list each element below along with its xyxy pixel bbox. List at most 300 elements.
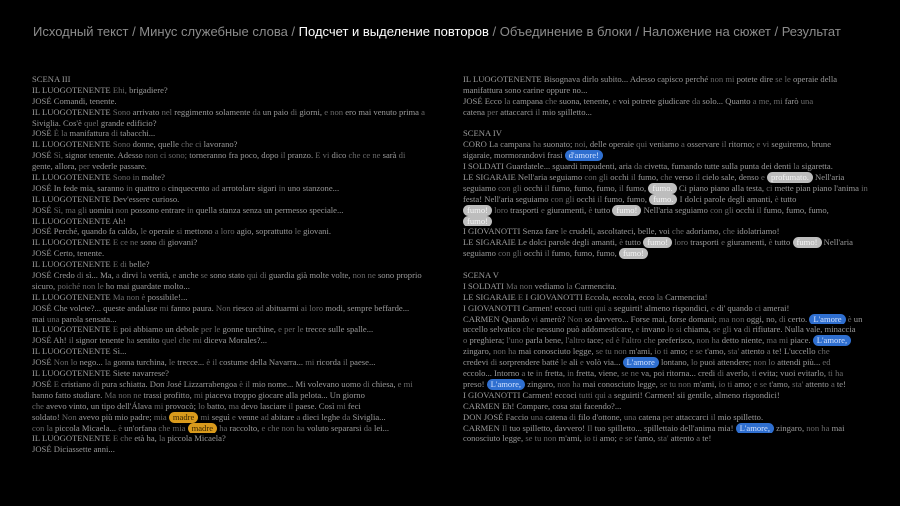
word: occhi bbox=[523, 182, 543, 193]
word: e bbox=[324, 106, 329, 117]
word: vi bbox=[762, 139, 770, 150]
word: Ci bbox=[678, 182, 687, 193]
word: e bbox=[760, 172, 765, 183]
breadcrumb-step[interactable]: Исходный текст bbox=[33, 24, 129, 39]
blank-line bbox=[463, 118, 873, 129]
word: se bbox=[595, 346, 603, 357]
word: quando bbox=[81, 226, 107, 237]
word: la bbox=[104, 357, 112, 368]
word: rispondici, bbox=[672, 302, 709, 313]
word: ho bbox=[105, 280, 115, 291]
word: le bbox=[294, 226, 301, 237]
word: vi bbox=[531, 313, 538, 324]
word: con bbox=[550, 193, 564, 204]
word: non bbox=[753, 357, 767, 368]
word: padre; bbox=[130, 411, 152, 422]
word: Ah! bbox=[112, 215, 126, 226]
word: perché bbox=[685, 74, 709, 84]
word: mette bbox=[774, 182, 794, 193]
word: mai bbox=[116, 280, 130, 291]
word: per bbox=[284, 324, 296, 335]
word: mi bbox=[403, 378, 413, 389]
word: legge, bbox=[502, 433, 524, 444]
text-line bbox=[32, 128, 442, 139]
word: averlo, bbox=[726, 368, 750, 379]
word: quelle bbox=[157, 139, 179, 150]
word: e bbox=[689, 346, 694, 357]
word: non bbox=[118, 389, 132, 400]
word: potete bbox=[736, 74, 758, 84]
word: allora, bbox=[54, 161, 77, 172]
word: Siviglia... bbox=[352, 411, 386, 422]
word: Carmen! bbox=[522, 302, 553, 313]
word: della bbox=[820, 74, 838, 84]
word: no... bbox=[572, 84, 588, 95]
word: stanzone... bbox=[302, 182, 340, 193]
word: I bbox=[463, 161, 466, 172]
word: Siete bbox=[112, 368, 131, 379]
word: mi bbox=[305, 357, 315, 368]
word: tenente. bbox=[77, 248, 105, 259]
word: amanti, bbox=[591, 237, 618, 248]
word: il bbox=[756, 204, 762, 215]
word: sta' bbox=[792, 378, 804, 389]
word: Non bbox=[61, 411, 77, 422]
word: la bbox=[46, 422, 53, 433]
word: che bbox=[120, 433, 133, 444]
breadcrumb-step[interactable]: Подсчет и выделение повторов bbox=[298, 24, 489, 39]
word: GIOVANOTTI bbox=[530, 291, 583, 302]
word: dire bbox=[759, 74, 774, 84]
word: trasporti bbox=[690, 237, 719, 248]
word: voluto bbox=[306, 422, 329, 433]
word: JOSÉ bbox=[32, 270, 52, 281]
word: non bbox=[731, 313, 745, 324]
word: amo; bbox=[670, 346, 688, 357]
word: il bbox=[631, 172, 636, 183]
word: di bbox=[398, 150, 406, 161]
word: trassi bbox=[143, 389, 162, 400]
word: edificio? bbox=[126, 117, 157, 128]
word: veniamo bbox=[649, 139, 679, 150]
word: che bbox=[722, 226, 735, 237]
word: gli bbox=[77, 204, 87, 215]
word: feci bbox=[347, 400, 361, 411]
word: sicuro, bbox=[32, 280, 56, 291]
word: mormorandovi bbox=[494, 150, 546, 161]
word: fumo, bbox=[551, 182, 572, 193]
word: belle, bbox=[637, 226, 657, 237]
word: zingaro, bbox=[776, 422, 805, 433]
word: ci bbox=[754, 302, 762, 313]
word: che bbox=[267, 422, 280, 433]
word: se bbox=[621, 368, 629, 379]
word: pian bbox=[795, 182, 811, 193]
word: via... bbox=[603, 357, 621, 368]
word: leghe bbox=[321, 411, 340, 422]
word: vederle bbox=[91, 161, 118, 172]
word: ci bbox=[195, 139, 202, 150]
word: di bbox=[490, 357, 498, 368]
word: di bbox=[111, 128, 118, 139]
word: pranzo. bbox=[287, 150, 314, 161]
word: operaie bbox=[149, 226, 175, 237]
word: le bbox=[560, 357, 568, 368]
word: stai bbox=[569, 400, 582, 411]
word: arrivato bbox=[132, 106, 160, 117]
word: il bbox=[695, 172, 701, 183]
word: eccoci bbox=[554, 389, 577, 400]
word: cielo bbox=[702, 172, 719, 183]
word: LUOGOTENENTE bbox=[41, 193, 111, 204]
word: caldo, bbox=[117, 226, 139, 237]
word: il bbox=[342, 357, 348, 368]
text-line bbox=[32, 412, 442, 423]
word: ma bbox=[766, 335, 777, 346]
word: piace. bbox=[790, 335, 811, 346]
word: lasciare bbox=[260, 400, 287, 411]
word: nome... bbox=[267, 378, 294, 389]
word: Bisognava bbox=[543, 74, 581, 84]
word: una bbox=[530, 411, 544, 422]
text-line bbox=[32, 368, 442, 379]
repeat-highlight: L'amore, bbox=[736, 423, 774, 434]
word: parola bbox=[61, 313, 84, 324]
word: tu bbox=[534, 433, 542, 444]
word: è bbox=[619, 237, 624, 248]
text-line bbox=[32, 390, 442, 401]
word: modi, bbox=[325, 302, 346, 313]
text-line bbox=[32, 194, 442, 205]
word: fa bbox=[108, 226, 116, 237]
text-line bbox=[463, 433, 873, 444]
word: debole bbox=[175, 324, 199, 335]
word: attendere; bbox=[717, 357, 752, 368]
word: Ecco bbox=[484, 95, 502, 106]
word: un bbox=[263, 204, 273, 215]
word: Lizzarrabengoa bbox=[183, 378, 238, 389]
breadcrumb-step[interactable]: Объединение в блоки bbox=[499, 24, 632, 39]
word: le bbox=[784, 74, 791, 84]
word: turchina, bbox=[136, 357, 167, 368]
word: Don bbox=[149, 378, 165, 389]
text-line bbox=[463, 172, 873, 183]
word: tace; bbox=[587, 335, 604, 346]
breadcrumb-separator: / bbox=[287, 24, 299, 39]
word: te! bbox=[836, 378, 846, 389]
word: mio bbox=[252, 378, 266, 389]
word: un bbox=[90, 400, 100, 411]
text-line bbox=[32, 74, 442, 85]
word: aria bbox=[618, 161, 632, 172]
word: a bbox=[421, 106, 425, 117]
word: lo bbox=[70, 357, 78, 368]
word: niente, bbox=[741, 335, 765, 346]
word: si bbox=[675, 324, 682, 335]
breadcrumb-step[interactable]: Минус служебные слова bbox=[139, 24, 288, 39]
word: LE bbox=[463, 172, 474, 183]
word: In bbox=[53, 182, 61, 193]
word: ritorno; bbox=[728, 139, 755, 150]
text-line bbox=[32, 401, 442, 412]
word: il bbox=[212, 357, 218, 368]
word: donne, bbox=[132, 139, 156, 150]
word: pelota... bbox=[300, 389, 328, 400]
word: piano bbox=[689, 182, 709, 193]
word: e bbox=[612, 95, 617, 106]
word: IL bbox=[32, 193, 40, 204]
word: fretta, bbox=[575, 368, 597, 379]
repeat-highlight: fumo. bbox=[648, 183, 676, 194]
word: queste bbox=[103, 302, 126, 313]
word: IL bbox=[32, 215, 40, 226]
word: che bbox=[817, 346, 830, 357]
word: in bbox=[187, 204, 194, 215]
word: schiatta. bbox=[119, 378, 148, 389]
word: non bbox=[281, 422, 295, 433]
word: sentito bbox=[136, 335, 160, 346]
word: che bbox=[32, 400, 44, 411]
repeat-highlight: fumo! bbox=[619, 248, 648, 259]
word: E bbox=[112, 237, 119, 248]
word: SIGARAIE bbox=[475, 291, 516, 302]
word: chiama, bbox=[683, 324, 711, 335]
word: è bbox=[118, 422, 123, 433]
word: Navarra... bbox=[268, 357, 304, 368]
word: Nell'aria bbox=[484, 193, 514, 204]
word: speciale... bbox=[309, 204, 344, 215]
word: te! bbox=[702, 433, 712, 444]
word: JOSÉ bbox=[32, 302, 52, 313]
word: ha bbox=[219, 422, 228, 433]
word: lavorano? bbox=[203, 139, 238, 150]
repeat-highlight: fumo! bbox=[463, 216, 492, 227]
word: il bbox=[597, 193, 603, 204]
word: la bbox=[504, 95, 511, 106]
word: lo bbox=[667, 324, 674, 335]
word: ti bbox=[592, 433, 598, 444]
word: ci bbox=[160, 150, 167, 161]
word: non bbox=[613, 346, 627, 357]
word: uomini bbox=[89, 204, 114, 215]
word: in bbox=[535, 368, 543, 379]
word: conosciuto bbox=[463, 433, 501, 444]
word: SOLDATI bbox=[468, 280, 504, 291]
word: il bbox=[710, 411, 716, 422]
breadcrumb-step[interactable]: Результат bbox=[781, 24, 841, 39]
word: IV bbox=[492, 128, 502, 139]
word: o bbox=[161, 182, 166, 193]
word: alla bbox=[285, 389, 299, 400]
word: evita; bbox=[758, 368, 779, 379]
word: I bbox=[525, 291, 529, 302]
word: Ah! bbox=[53, 335, 67, 346]
word: sì... bbox=[85, 270, 98, 281]
word: poi bbox=[653, 368, 665, 379]
repeat-highlight: fumo! bbox=[612, 205, 641, 216]
word: quando bbox=[727, 302, 753, 313]
word: legge, bbox=[637, 378, 658, 389]
word: e bbox=[172, 270, 177, 281]
word: te! bbox=[772, 346, 782, 357]
word: JOSÉ bbox=[32, 226, 52, 237]
word: sale, bbox=[721, 172, 737, 183]
word: diceva bbox=[204, 335, 227, 346]
word: E bbox=[517, 291, 524, 302]
word: volete?... bbox=[69, 302, 102, 313]
word: sta' bbox=[727, 346, 740, 357]
word: studiare. bbox=[73, 389, 103, 400]
word: attento bbox=[670, 433, 695, 444]
word: puoi bbox=[699, 357, 716, 368]
word: sono; bbox=[168, 150, 188, 161]
word: tipo bbox=[101, 400, 115, 411]
word: Quanto bbox=[725, 95, 751, 106]
text-line bbox=[32, 444, 442, 455]
word: Sono bbox=[112, 172, 131, 183]
word: è bbox=[847, 313, 852, 324]
word: l'uno bbox=[506, 335, 524, 346]
word: IL bbox=[32, 368, 40, 379]
word: venne bbox=[238, 411, 259, 422]
word: giorni, bbox=[299, 106, 323, 117]
word: vediamo bbox=[534, 280, 565, 291]
word: occhi bbox=[610, 172, 629, 183]
word: noi, bbox=[574, 139, 588, 150]
word: non bbox=[710, 74, 724, 84]
word: e bbox=[261, 422, 266, 433]
word: spilletto... bbox=[607, 422, 642, 433]
word: in bbox=[278, 182, 286, 193]
word: JOSÉ bbox=[32, 95, 52, 106]
word: soldato! bbox=[32, 411, 60, 422]
word: sarà bbox=[382, 150, 397, 161]
word: Eh! bbox=[501, 400, 515, 411]
word: tu bbox=[605, 346, 612, 357]
word: per bbox=[200, 324, 212, 335]
word: da bbox=[252, 106, 261, 117]
word: forse bbox=[669, 313, 687, 324]
word: ce bbox=[120, 237, 128, 248]
word: JOSÉ bbox=[32, 204, 52, 215]
word: più bbox=[101, 411, 113, 422]
word: vale, bbox=[805, 324, 823, 335]
word: cristiano bbox=[61, 378, 91, 389]
word: bene, bbox=[544, 335, 564, 346]
word: campana bbox=[500, 139, 531, 150]
word: spilletto... bbox=[557, 106, 592, 117]
word: un'orfana bbox=[124, 422, 157, 433]
word: a bbox=[608, 389, 612, 400]
word: gli bbox=[598, 172, 609, 183]
word: solo... bbox=[702, 95, 724, 106]
text-line bbox=[32, 183, 442, 194]
word: fretta, bbox=[544, 368, 565, 379]
word: almeno bbox=[715, 389, 741, 400]
word: uomo bbox=[341, 378, 361, 389]
word: ti bbox=[727, 378, 733, 389]
word: le bbox=[97, 280, 104, 291]
word: Micaela? bbox=[194, 433, 226, 444]
word: fra bbox=[228, 150, 239, 161]
word: giuramenti, bbox=[546, 204, 587, 215]
text-line bbox=[32, 259, 442, 270]
word: profitto, bbox=[163, 389, 192, 400]
word: eccoci bbox=[554, 302, 577, 313]
word: spillettaio bbox=[644, 422, 678, 433]
repeat-highlight: fumo! bbox=[463, 205, 492, 216]
word: LUOGOTENENTE bbox=[41, 106, 111, 117]
word: gli bbox=[565, 193, 575, 204]
repeat-highlight: fumo. bbox=[649, 194, 677, 205]
word: seguiamo bbox=[463, 182, 496, 193]
word: Morales?... bbox=[228, 335, 268, 346]
word: a bbox=[608, 302, 612, 313]
word: seguiamo bbox=[515, 193, 549, 204]
word: fumo, bbox=[626, 193, 648, 204]
breadcrumb-step[interactable]: Наложение на сюжет bbox=[642, 24, 771, 39]
text-line bbox=[463, 205, 873, 216]
word: JOSÉ bbox=[32, 248, 52, 259]
word: va, bbox=[640, 368, 652, 379]
word: seguiremo, bbox=[771, 139, 810, 150]
word: attaccarci bbox=[675, 411, 709, 422]
word: addomesticare, bbox=[581, 324, 634, 335]
word: I bbox=[679, 193, 683, 204]
word: lo bbox=[198, 400, 205, 411]
word: mi bbox=[773, 95, 783, 106]
word: non bbox=[806, 422, 820, 433]
word: eccolo... bbox=[463, 368, 492, 379]
word: attendi bbox=[777, 357, 801, 368]
word: il bbox=[544, 248, 550, 259]
word: con bbox=[710, 204, 723, 215]
word: con bbox=[32, 422, 45, 433]
word: Non bbox=[567, 313, 583, 324]
word: tuo bbox=[594, 422, 606, 433]
word: suonato; bbox=[543, 139, 573, 150]
word: mi bbox=[725, 74, 735, 84]
word: tutto bbox=[625, 237, 641, 248]
word: non bbox=[330, 106, 344, 117]
word: ha bbox=[821, 422, 830, 433]
word: cosa bbox=[552, 400, 568, 411]
word: conosciuto bbox=[597, 378, 635, 389]
word: loro bbox=[220, 226, 235, 237]
word: ti bbox=[663, 346, 669, 357]
word: ne bbox=[130, 237, 139, 248]
word: di bbox=[717, 368, 725, 379]
word: IL bbox=[32, 106, 40, 117]
word: se bbox=[200, 270, 208, 281]
word: e bbox=[753, 378, 758, 389]
word: IL bbox=[32, 291, 40, 302]
word: di' bbox=[716, 302, 726, 313]
word: che bbox=[181, 139, 194, 150]
word: Intorno bbox=[494, 368, 520, 379]
word: giovani. bbox=[303, 226, 332, 237]
word: LUOGOTENENTE bbox=[41, 259, 111, 270]
word: ha bbox=[508, 346, 517, 357]
word: nel bbox=[161, 106, 173, 117]
word: sigaretta. bbox=[801, 161, 833, 172]
word: provocò; bbox=[165, 400, 196, 411]
word: la bbox=[140, 270, 147, 281]
text-line bbox=[32, 248, 442, 259]
text-line bbox=[463, 423, 873, 434]
text-line bbox=[32, 292, 442, 303]
word: LE bbox=[463, 291, 474, 302]
